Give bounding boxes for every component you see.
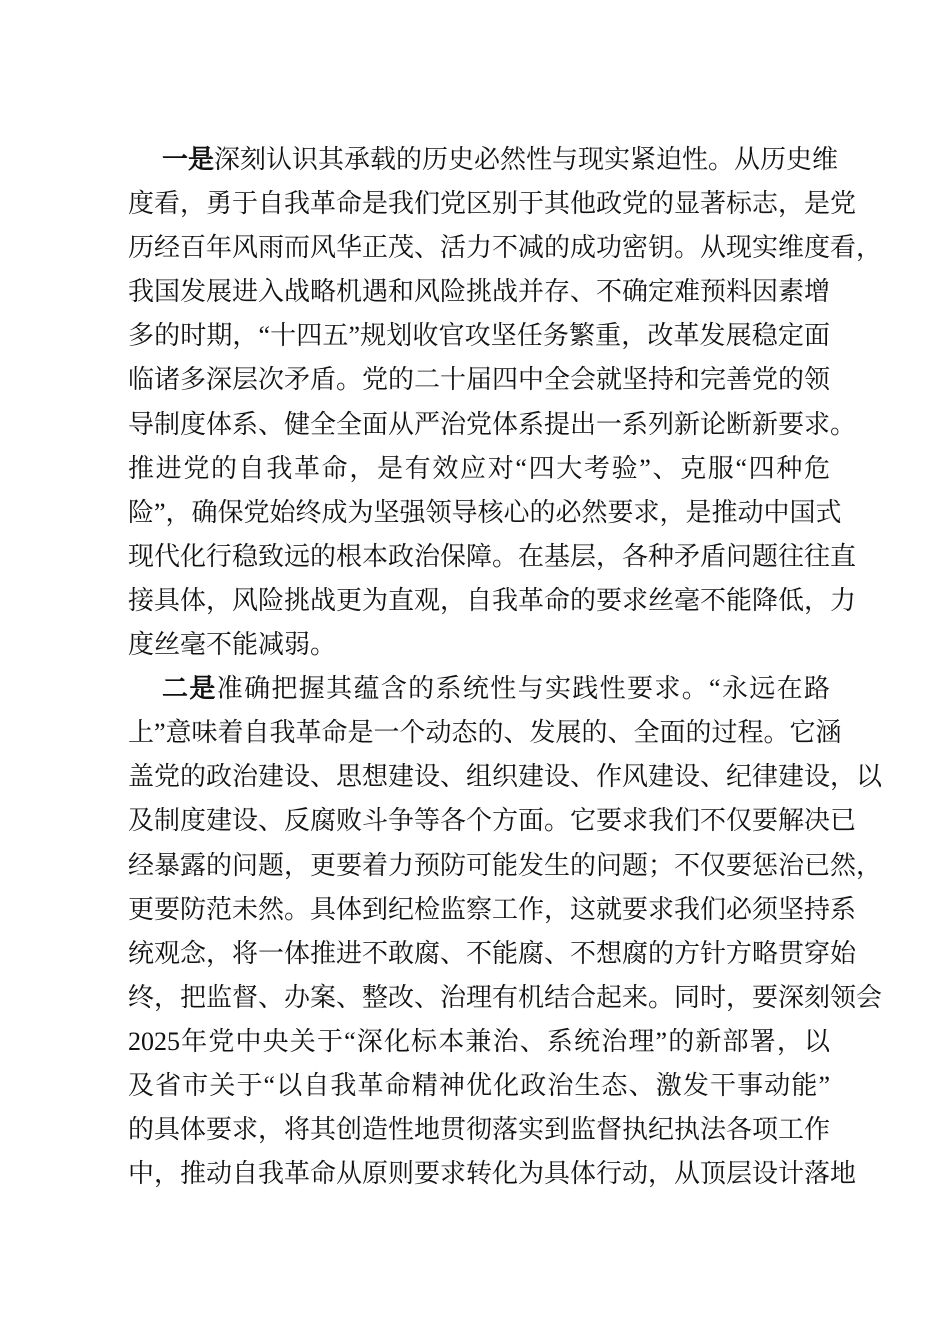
- line-text: 终，把监督、办案、整改、治理有机结合起来。同时，要深刻领会: [128, 982, 883, 1012]
- text-line: [128, 314, 830, 358]
- text-line: [128, 976, 883, 1020]
- line-text: 我国发展进入战略机遇和风险挑战并存、不确定难预料因素增: [128, 277, 831, 307]
- text-line: [128, 491, 842, 535]
- line-text: 接具体，风险挑战更为直观，自我革命的要求丝毫不能降低，力: [128, 585, 857, 615]
- text-line: [128, 358, 830, 402]
- line-text: 度丝毫不能减弱。: [128, 630, 337, 660]
- text-line: [128, 1020, 830, 1064]
- text-line: [128, 888, 857, 932]
- line-text: 盖党的政治建设、思想建设、组织建设、作风建设、纪律建设，以: [128, 762, 883, 792]
- line-text: 经暴露的问题，更要着力预防可能发生的问题；不仅要惩治已然，: [128, 850, 883, 880]
- text-line: [128, 226, 883, 270]
- text-line: [128, 799, 857, 843]
- text-line: [128, 1152, 857, 1196]
- document-body: [128, 138, 883, 1196]
- text-line: [128, 182, 857, 226]
- line-text: 的具体要求，将其创造性地贯彻落实到监督执纪执法各项工作: [128, 1115, 831, 1145]
- line-text: 推进党的自我革命，是有效应对“四大考验”、克服“四种危: [128, 453, 830, 483]
- line-text: 多的时期，“十四五”规划收官攻坚任务繁重，改革发展稳定面: [128, 321, 830, 351]
- text-line: [128, 667, 830, 711]
- line-text: 及省市关于“以自我革命精神优化政治生态、激发干事动能”: [128, 1070, 830, 1100]
- line-text: 更要防范未然。具体到纪检监察工作，这就要求我们必须坚持系: [128, 894, 857, 924]
- text-line: [128, 1064, 830, 1108]
- line-text: 准确把握其蕴含的系统性与实践性要求。“永远在路: [216, 674, 830, 704]
- line-text: 度看，勇于自我革命是我们党区别于其他政党的显著标志，是党: [128, 189, 857, 219]
- paragraph: [128, 667, 883, 1196]
- text-line: [128, 138, 839, 182]
- text-line: [128, 755, 883, 799]
- text-line: [128, 711, 842, 755]
- line-text: 历经百年风雨而风华正茂、活力不减的成功密钥。从现实维度看，: [128, 233, 883, 263]
- text-line: [128, 447, 830, 491]
- line-text: 2025年党中央关于“深化标本兼治、系统治理”的新部署，以: [128, 1026, 830, 1056]
- text-line: [128, 1108, 830, 1152]
- paragraph-lead: 一是: [162, 145, 215, 174]
- text-line: [128, 535, 857, 579]
- line-text: 上”意味着自我革命是一个动态的、发展的、全面的过程。它涵: [128, 718, 842, 748]
- line-text: 深刻认识其承载的历史必然性与现实紧迫性。从历史维: [214, 145, 839, 174]
- text-line: [128, 932, 857, 976]
- text-line: [128, 270, 830, 314]
- line-text: 导制度体系、健全全面从严治党体系提出一系列新论断新要求。: [128, 409, 857, 439]
- line-text: 及制度建设、反腐败斗争等各个方面。它要求我们不仅要解决已: [128, 806, 857, 836]
- paragraph-lead: 二是: [162, 674, 217, 704]
- line-text: 现代化行稳致远的根本政治保障。在基层，各种矛盾问题往往直: [128, 541, 857, 571]
- line-text: 中，推动自我革命从原则要求转化为具体行动，从顶层设计落地: [128, 1159, 857, 1189]
- text-line: [128, 403, 857, 447]
- paragraph: [128, 138, 883, 667]
- text-line: [128, 844, 883, 888]
- text-line: [128, 579, 857, 623]
- text-line: [128, 623, 830, 667]
- line-text: 险”，确保党始终成为坚强领导核心的必然要求，是推动中国式: [128, 497, 842, 527]
- line-text: 临诸多深层次矛盾。党的二十届四中全会就坚持和完善党的领: [128, 365, 831, 395]
- line-text: 统观念，将一体推进不敢腐、不能腐、不想腐的方针方略贯穿始: [128, 938, 857, 968]
